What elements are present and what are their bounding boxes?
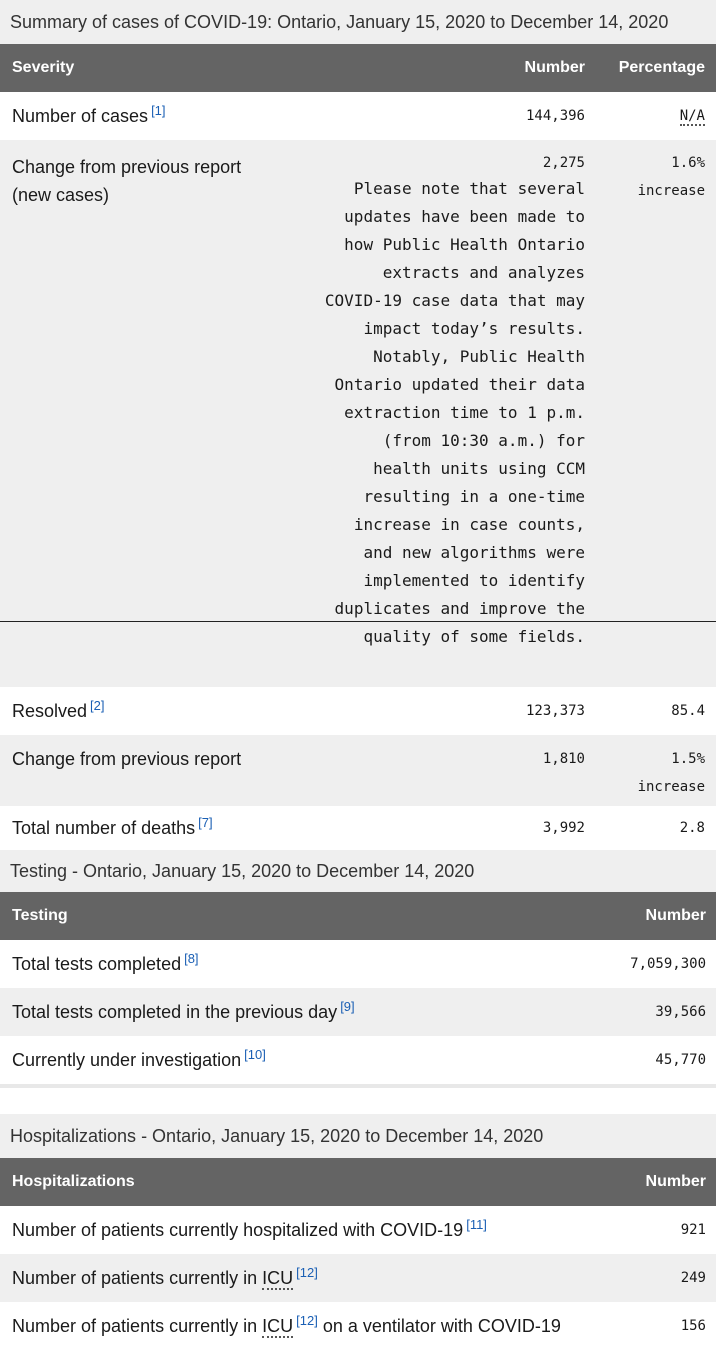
footnote-link[interactable]: [12] — [296, 1312, 318, 1328]
summary-header-row — [0, 44, 716, 92]
section-gap — [0, 1084, 716, 1114]
cell-percentage: 1.5% — [671, 751, 705, 767]
row-number-of-cases — [0, 92, 716, 140]
footnote-link[interactable]: [10] — [244, 1046, 266, 1062]
row-hospitalized — [0, 1206, 716, 1254]
row-label: Total tests completed in the previous day — [12, 1001, 338, 1022]
footnote-link[interactable]: [7] — [198, 814, 213, 830]
header-number: Number — [645, 907, 706, 924]
cell-number: 7,059,300 — [630, 956, 706, 972]
header-number: Number — [645, 1173, 706, 1190]
row-resolved-change — [0, 735, 716, 806]
row-label: Resolved — [12, 700, 88, 721]
footnote-link[interactable]: [11] — [466, 1216, 487, 1232]
row-label: Number of patients currently in — [12, 1315, 258, 1336]
row-icu — [0, 1254, 716, 1302]
cell-number: 123,373 — [525, 703, 585, 719]
row-label: Change from previous report — [12, 157, 242, 177]
header-severity: Severity — [12, 59, 75, 76]
row-label: Currently under investigation — [12, 1049, 242, 1070]
testing-table — [0, 850, 716, 1084]
footnote-link[interactable]: [8] — [184, 950, 199, 966]
cell-percentage: 1.6% — [671, 155, 705, 171]
row-label: Number of patients currently hospitalized with COVID-19 — [12, 1219, 464, 1240]
icu-abbr[interactable]: ICU — [262, 1267, 294, 1288]
footnote-link[interactable]: [1] — [151, 102, 166, 118]
hosp-caption: Hospitalizations - Ontario, January 15, 2020 to December 14, 2020 — [0, 1114, 716, 1158]
row-label: Total number of deaths — [12, 817, 196, 838]
testing-caption: Testing - Ontario, January 15, 2020 to December 14, 2020 — [0, 850, 716, 892]
cell-number: 1,810 — [542, 751, 585, 767]
footnote-link[interactable]: [12] — [296, 1264, 318, 1280]
cell-number: 3,992 — [542, 820, 585, 836]
cell-percentage: 2.8 — [679, 820, 705, 836]
row-label: Change from previous report — [12, 749, 242, 769]
footnote-link[interactable]: [9] — [340, 998, 355, 1014]
cell-number: 921 — [680, 1222, 706, 1238]
row-label: Number of cases — [12, 105, 149, 126]
row-under-investigation — [0, 1036, 716, 1084]
cell-percentage-note: increase — [637, 183, 705, 199]
cell-percentage: 85.4 — [671, 703, 705, 719]
cell-number: 45,770 — [655, 1052, 706, 1068]
hosp-header-row — [0, 1158, 716, 1206]
cell-number: 249 — [680, 1270, 706, 1286]
row-label-after: on a ventilator with COVID-19 — [322, 1315, 561, 1336]
row-label-sub: (new cases) — [12, 185, 110, 205]
row-label: Total tests completed — [12, 953, 182, 974]
footnote-link[interactable]: [2] — [90, 697, 105, 713]
testing-header-row — [0, 892, 716, 940]
header-number: Number — [524, 59, 585, 76]
cell-note: Please note that several updates have been made to how Public Health Ontario extracts and analyzes COVID-19 case data that may impact today’s results. Notably, Public Health Ontario updated their data extraction time to 1 p.m. (from 10:30 a.m.) for health units using CCM resulting in a one-time increase in case counts, and new algorithms were implemented to identify duplicates and improve the quality of some fields. — [324, 179, 585, 646]
hospitalizations-table — [0, 1114, 716, 1350]
summary-caption: Summary of cases of COVID-19: Ontario, January 15, 2020 to December 14, 2020 — [0, 0, 716, 44]
divider-line — [0, 621, 716, 622]
icu-abbr[interactable]: ICU — [262, 1315, 294, 1336]
row-total-deaths — [0, 806, 716, 850]
row-label: Number of patients currently in — [12, 1267, 258, 1288]
header-testing: Testing — [12, 907, 68, 924]
header-percentage: Percentage — [618, 59, 705, 76]
header-hospitalizations: Hospitalizations — [12, 1173, 135, 1190]
cell-number: 39,566 — [655, 1004, 706, 1020]
row-resolved — [0, 687, 716, 735]
cell-percentage-note: increase — [637, 779, 705, 795]
cell-number: 2,275 — [542, 155, 585, 171]
row-tests-previous-day — [0, 988, 716, 1036]
row-total-tests — [0, 940, 716, 988]
cell-number: 144,396 — [525, 108, 585, 124]
row-change-new-cases — [0, 140, 716, 687]
cell-number: 156 — [680, 1318, 706, 1334]
row-icu-ventilator — [0, 1302, 716, 1350]
cell-percentage[interactable]: N/A — [679, 108, 705, 124]
